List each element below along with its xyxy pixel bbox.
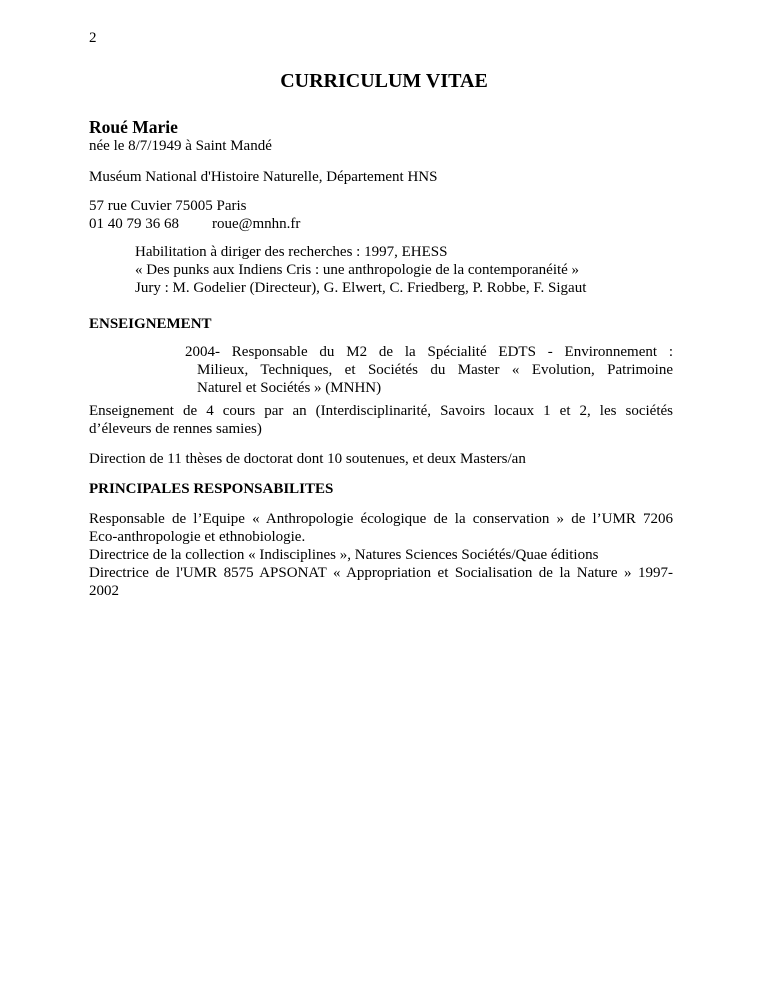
habilitation-block [135, 243, 695, 297]
birth-line: née le 8/7/1949 à Saint Mandé [89, 138, 272, 154]
address-line: 57 rue Cuvier 75005 Paris [89, 198, 247, 214]
responsibility-3-line-2: 2002 [89, 583, 119, 599]
teaching-item-line-2: Milieux, Techniques, et Sociétés du Master « Evolution, Patrimoine [197, 362, 673, 378]
email-address: roue@mnhn.fr [212, 216, 301, 232]
courses-line-1: Enseignement de 4 cours par an (Interdisciplinarité, Savoirs locaux 1 et 2, les sociétés [89, 403, 673, 419]
responsibility-1-line-2: Eco-anthropologie et ethnobiologie. [89, 529, 306, 545]
responsibility-3-line-1: Directrice de l'UMR 8575 APSONAT « Appropriation et Socialisation de la Nature » 1997- [89, 565, 673, 581]
page-number: 2 [89, 30, 97, 46]
teaching-item-line-1: 2004- Responsable du M2 de la Spécialité EDTS - Environnement : [185, 344, 673, 360]
phone-number: 01 40 79 36 68 [89, 216, 179, 232]
courses-line-2: d’éleveurs de rennes samies) [89, 421, 262, 437]
habilitation-line-3: Jury : M. Godelier (Directeur), G. Elwert, C. Friedberg, P. Robbe, F. Sigaut [135, 280, 587, 296]
supervision-paragraph [89, 450, 679, 468]
responsibility-1 [89, 510, 673, 546]
responsibility-3 [89, 564, 673, 600]
supervision-line: Direction de 11 thèses de doctorat dont 10 soutenues, et deux Masters/an [89, 451, 526, 467]
responsibility-2-line: Directrice de la collection « Indisciplines », Natures Sciences Sociétés/Quae éditions [89, 547, 599, 563]
responsibilities-heading: PRINCIPALES RESPONSABILITES [89, 481, 334, 497]
person-name: Roué Marie [89, 117, 178, 137]
responsibility-1-line-1: Responsable de l’Equipe « Anthropologie écologique de la conservation » de l’UMR 7206 [89, 511, 673, 527]
responsibility-2 [89, 546, 679, 564]
contact-info [89, 197, 679, 233]
teaching-heading: ENSEIGNEMENT [89, 316, 212, 332]
birth-info [89, 137, 679, 155]
habilitation-line-1: Habilitation à diriger des recherches : 1997, EHESS [135, 244, 448, 260]
phone-email-line [89, 215, 679, 233]
document-title: CURRICULUM VITAE [280, 70, 488, 92]
teaching-item [185, 343, 673, 397]
courses-paragraph [89, 402, 673, 438]
institution-info [89, 168, 679, 186]
teaching-item-line-3: Naturel et Sociétés » (MNHN) [197, 380, 382, 396]
institution-line: Muséum National d'Histoire Naturelle, Département HNS [89, 169, 438, 185]
habilitation-line-2: « Des punks aux Indiens Cris : une anthropologie de la contemporanéité » [135, 262, 580, 278]
